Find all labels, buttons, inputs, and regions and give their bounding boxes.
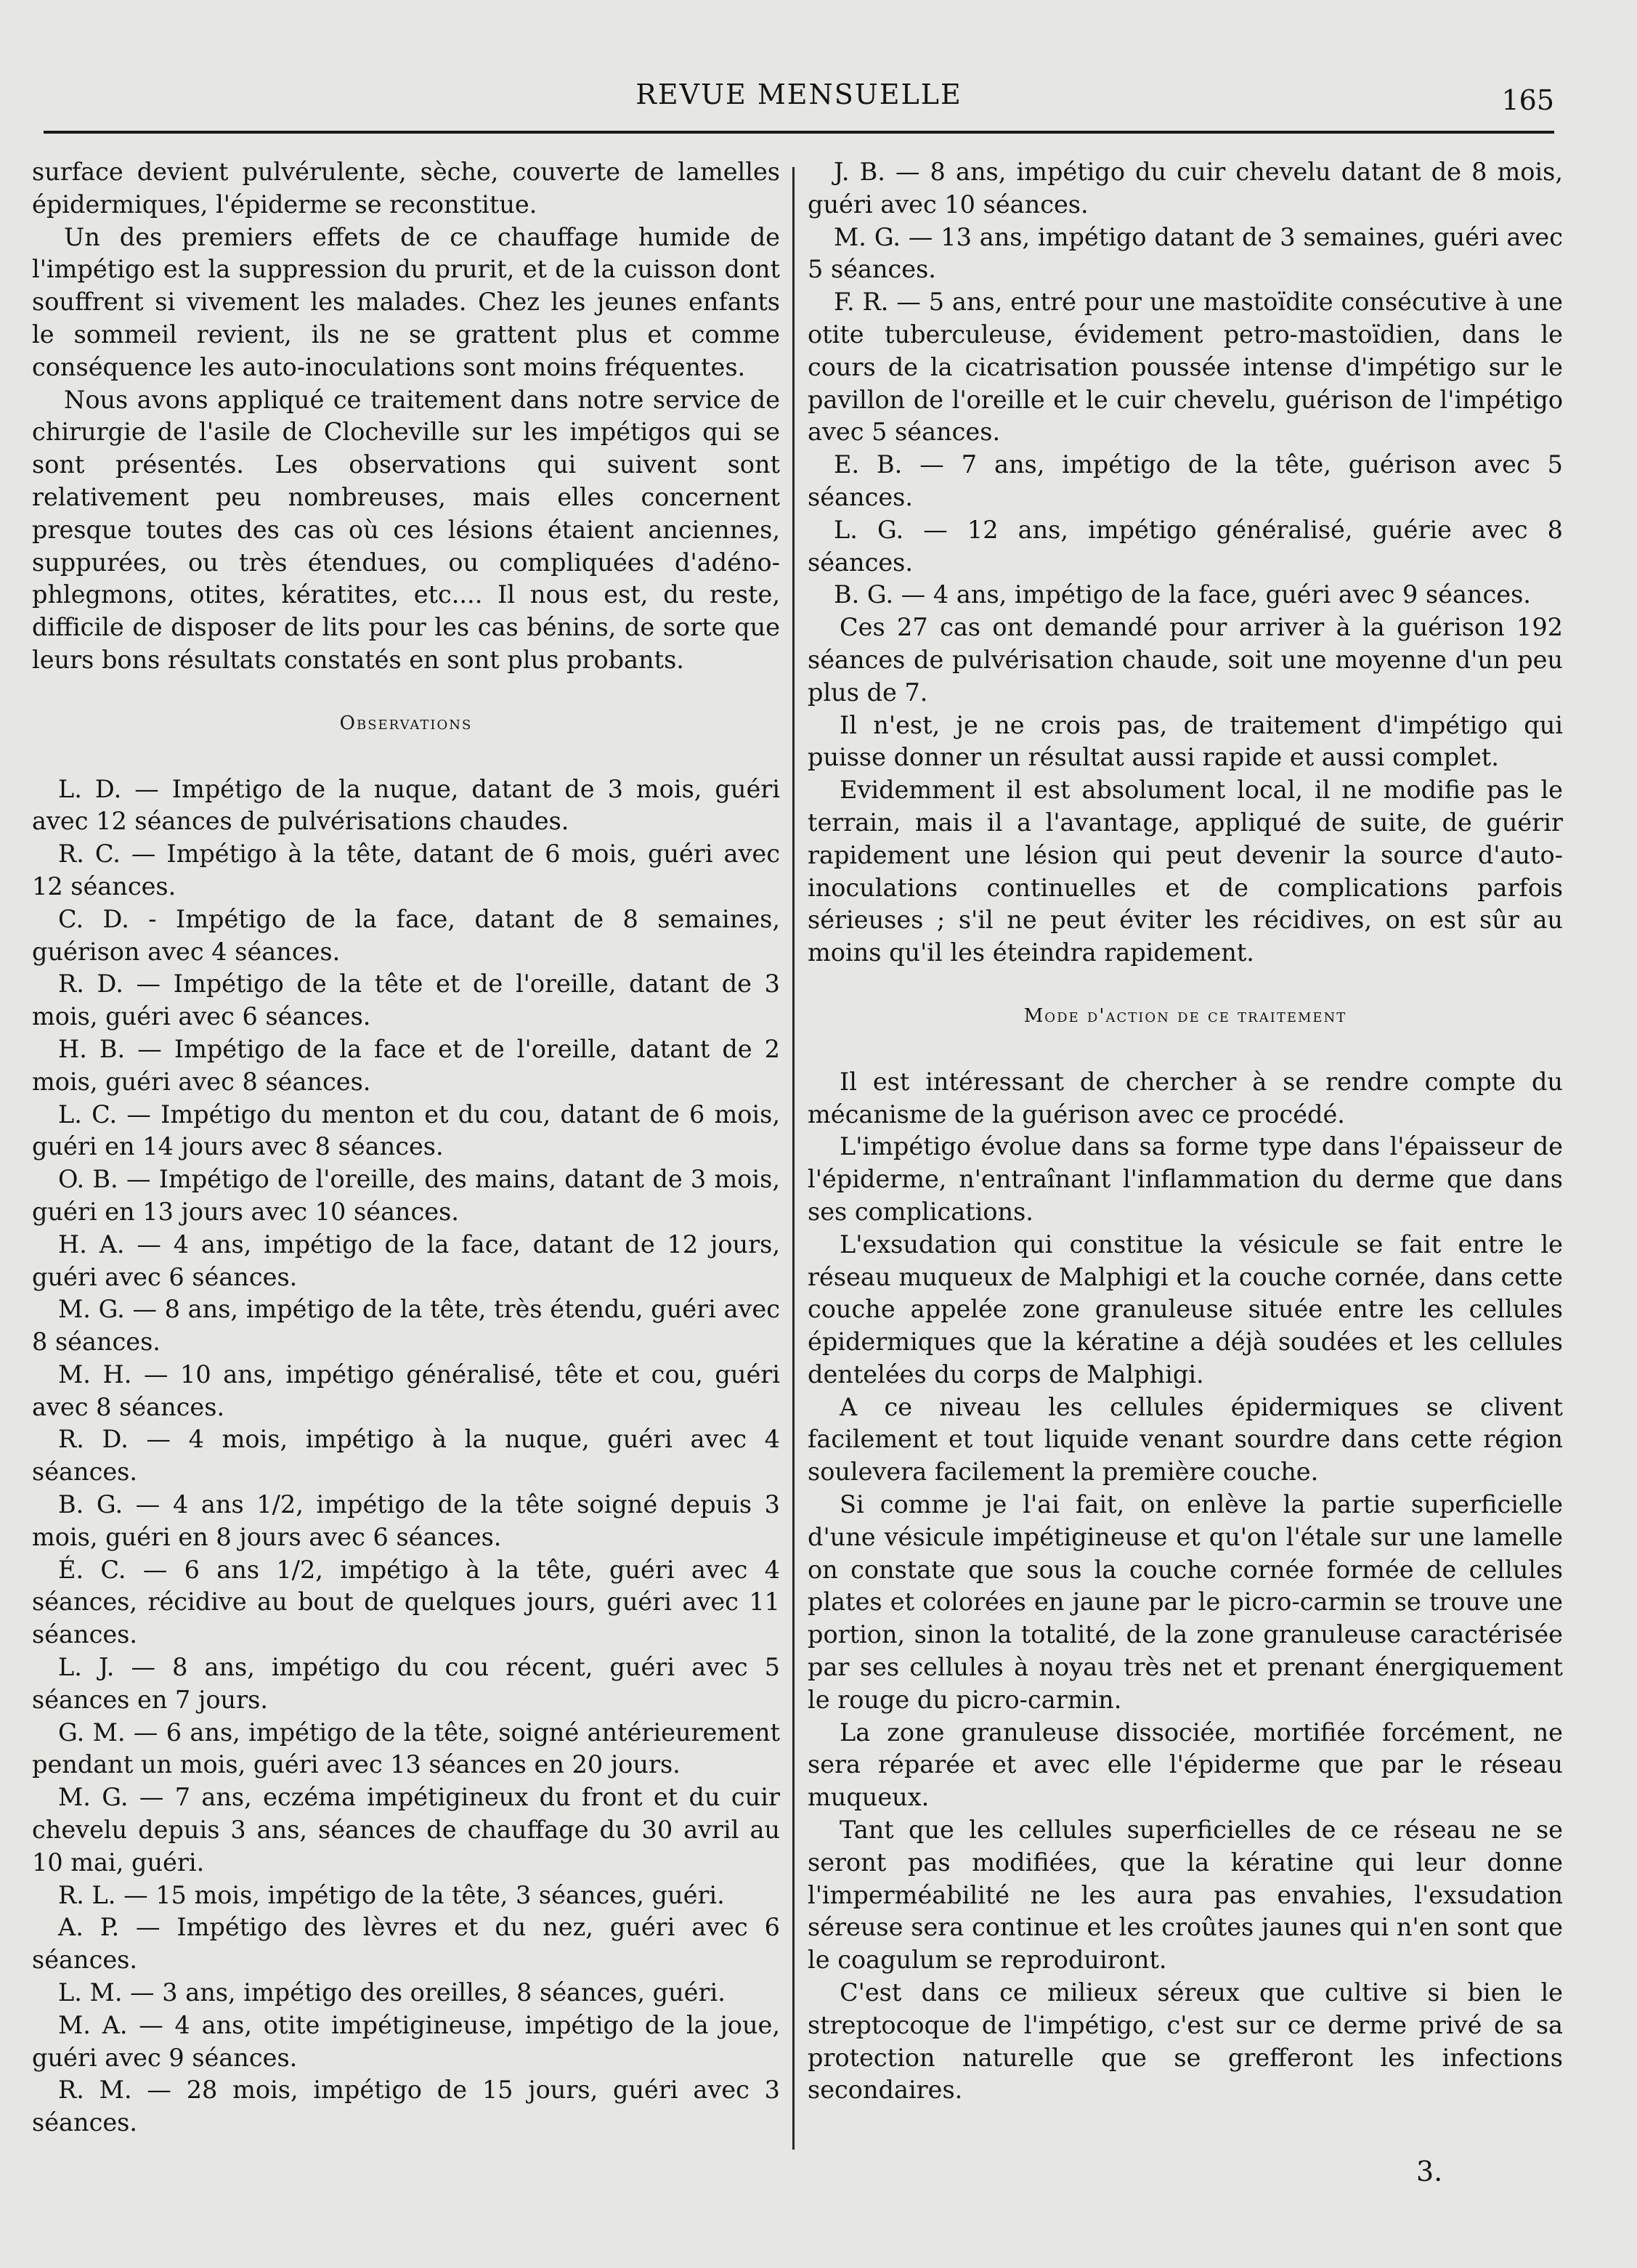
observation-entry: M. A. — 4 ans, otite impétigineuse, impétigo de la joue, guéri avec 9 séances.	[32, 2010, 780, 2072]
left-column	[32, 156, 780, 2139]
observation-entry: M. G. — 7 ans, eczéma impétigineux du front et du cuir chevelu depuis 3 ans, séances de chauffage du 30 avril au 10 mai, guéri.	[32, 1783, 780, 1877]
paragraph: Nous avons appliqué ce traitement dans notre service de chirurgie de l'asile de Clocheville sur les impétigos qui se sont présentés. Les observations qui suivent sont relativement peu nombreuses, mais elles concernent presque toutes des cas où ces lésions étaient anciennes, suppurées, ou très étendues, ou compliquées d'adéno-phlegmons, otites, kératites, etc.... Il nous est, du reste, difficile de disposer de lits pour les cas bénins, de sorte que leurs bons résultats constatés en sont plus probants.	[32, 385, 780, 674]
paragraph: Ces 27 cas ont demandé pour arriver à la guérison 192 séances de pulvérisation chaude, soit une moyenne d'un peu plus de 7.	[808, 613, 1563, 707]
header-rule	[44, 131, 1554, 134]
observation-entry: O. B. — Impétigo de l'oreille, des mains, datant de 3 mois, guéri en 13 jours avec 10 séances.	[32, 1165, 780, 1226]
paragraph: Si comme je l'ai fait, on enlève la partie superficielle d'une vésicule impétigineuse et qu'on l'étale sur une lamelle on constate que sous la couche cornée formée de cellules plates et colorées en jaune par le picro-carmin se trouve une portion, sinon la totalité, de la zone granuleuse caractérisée par ses cellules à noyau très net et prenant énergiquement le rouge du picro-carmin.	[808, 1490, 1563, 1714]
observation-entry: L. C. — Impétigo du menton et du cou, datant de 6 mois, guéri en 14 jours avec 8 séances.	[32, 1100, 780, 1161]
observation-entry: J. B. — 8 ans, impétigo du cuir chevelu datant de 8 mois, guéri avec 10 séances.	[808, 158, 1563, 219]
observation-entry: R. D. — 4 mois, impétigo à la nuque, guéri avec 4 séances.	[32, 1425, 780, 1487]
observation-entry: M. G. — 13 ans, impétigo datant de 3 semaines, guéri avec 5 séances.	[808, 222, 1563, 284]
observation-entry: E. B. — 7 ans, impétigo de la tête, guérison avec 5 séances.	[808, 450, 1563, 511]
paragraph: Tant que les cellules superficielles de ce réseau ne se seront pas modifiées, que la kératine qui leur donne l'imperméabilité ne les aura pas envahies, l'exsudation séreuse sera continue et les croûtes jaunes qui n'en sont que le coagulum se reproduiront.	[808, 1816, 1563, 1975]
observation-entry: A. P. — Impétigo des lèvres et du nez, guéri avec 6 séances.	[32, 1913, 780, 1975]
observation-entry: R. M. — 28 mois, impétigo de 15 jours, guéri avec 3 séances.	[32, 2076, 780, 2137]
paragraph: surface devient pulvérulente, sèche, couverte de lamelles épidermiques, l'épiderme se reconstitue.	[32, 158, 780, 219]
column-divider	[792, 167, 795, 2150]
observation-entry: L. G. — 12 ans, impétigo généralisé, guérie avec 8 séances.	[808, 515, 1563, 577]
observation-entry: L. J. — 8 ans, impétigo du cou récent, guéri avec 5 séances en 7 jours.	[32, 1653, 780, 1714]
paragraph: Un des premiers effets de ce chauffage humide de l'impétigo est la suppression du prurit, et de la cuisson dont souffrent si vivement les malades. Chez les jeunes enfants le sommeil revient, ils ne se grattent plus et comme conséquence les auto-inoculations sont moins fréquentes.	[32, 222, 780, 381]
observation-entry: L. D. — Impétigo de la nuque, datant de 3 mois, guéri avec 12 séances de pulvérisations chaudes.	[32, 774, 780, 836]
observation-entry: R. L. — 15 mois, impétigo de la tête, 3 séances, guéri.	[58, 1880, 725, 1909]
observation-entry: B. G. — 4 ans 1/2, impétigo de la tête soigné depuis 3 mois, guéri en 8 jours avec 6 séances.	[32, 1490, 780, 1551]
paragraph: Il est intéressant de chercher à se rendre compte du mécanisme de la guérison avec ce procédé.	[808, 1067, 1563, 1129]
signature-mark: 3.	[1416, 2155, 1443, 2187]
paragraph: La zone granuleuse dissociée, mortifiée forcément, ne sera réparée et avec elle l'épiderme que par le réseau muqueux.	[808, 1718, 1563, 1812]
observation-entry: F. R. — 5 ans, entré pour une mastoïdite consécutive à une otite tuberculeuse, évidement petro-mastoïdien, dans le cours de la cicatrisation poussée intense d'impétigo sur le pavillon de l'oreille et le cuir chevelu, guérison de l'impétigo avec 5 séances.	[808, 288, 1563, 447]
observation-entry: H. B. — Impétigo de la face et de l'oreille, datant de 2 mois, guéri avec 8 séances.	[32, 1034, 780, 1096]
paragraph: C'est dans ce milieux séreux que cultive si bien le streptocoque de l'impétigo, c'est sur ce derme privé de sa protection naturelle que se grefferont les infections secondaires.	[808, 1978, 1563, 2105]
observation-entry: M. H. — 10 ans, impétigo généralisé, tête et cou, guéri avec 8 séances.	[32, 1359, 780, 1421]
paragraph: Il n'est, je ne crois pas, de traitement d'impétigo qui puisse donner un résultat aussi rapide et aussi complet.	[808, 710, 1563, 772]
observation-entry: L. M. — 3 ans, impétigo des oreilles, 8 séances, guéri.	[58, 1978, 726, 2007]
observation-entry: G. M. — 6 ans, impétigo de la tête, soigné antérieurement pendant un mois, guéri avec 13 séances en 20 jours.	[32, 1718, 780, 1779]
page-header	[44, 78, 1554, 122]
right-column	[808, 156, 1563, 2107]
paragraph: Evidemment il est absolument local, il ne modifie pas le terrain, mais il a l'avantage, appliqué de suite, de guérir rapidement une lésion qui peut devenir la source d'auto-inoculations continuelles et de complications parfois sérieuses ; s'il ne peut éviter les récidives, on est sûr au moins qu'il les éteindra rapidement.	[808, 776, 1563, 967]
running-title: REVUE MENSUELLE	[635, 78, 962, 110]
observation-entry: C. D. - Impétigo de la face, datant de 8 semaines, guérison avec 4 séances.	[32, 904, 780, 966]
paragraph: A ce niveau les cellules épidermiques se clivent facilement et tout liquide venant sourdre dans cette région soulevera facilement la première couche.	[808, 1392, 1563, 1487]
observation-entry: É. C. — 6 ans 1/2, impétigo à la tête, guéri avec 4 séances, récidive au bout de quelques jours, guéri avec 11 séances.	[32, 1555, 780, 1649]
paragraph: L'exsudation qui constitue la vésicule se fait entre le réseau muqueux de Malphigi et la couche cornée, dans cette couche appelée zone granuleuse située entre les cellules épidermiques que la kératine a déjà soudées et les cellules dentelées du corps de Malphigi.	[808, 1229, 1563, 1389]
page-number: 165	[1501, 84, 1554, 116]
paragraph: L'impétigo évolue dans sa forme type dans l'épaisseur de l'épiderme, n'entraînant l'inflammation du derme que dans ses complications.	[808, 1132, 1563, 1226]
observation-entry: R. C. — Impétigo à la tête, datant de 6 mois, guéri avec 12 séances.	[32, 840, 780, 901]
section-title-mode-action: Mode d'action de ce traitement	[1023, 1004, 1347, 1027]
section-title-observations: Observations	[339, 712, 473, 734]
observation-entry: H. A. — 4 ans, impétigo de la face, datant de 12 jours, guéri avec 6 séances.	[32, 1229, 780, 1291]
observation-entry: M. G. — 8 ans, impétigo de la tête, très étendu, guéri avec 8 séances.	[32, 1295, 780, 1357]
observation-entry: B. G. — 4 ans, impétigo de la face, guéri avec 9 séances.	[834, 580, 1531, 609]
observation-entry: R. D. — Impétigo de la tête et de l'oreille, datant de 3 mois, guéri avec 6 séances.	[32, 970, 780, 1031]
